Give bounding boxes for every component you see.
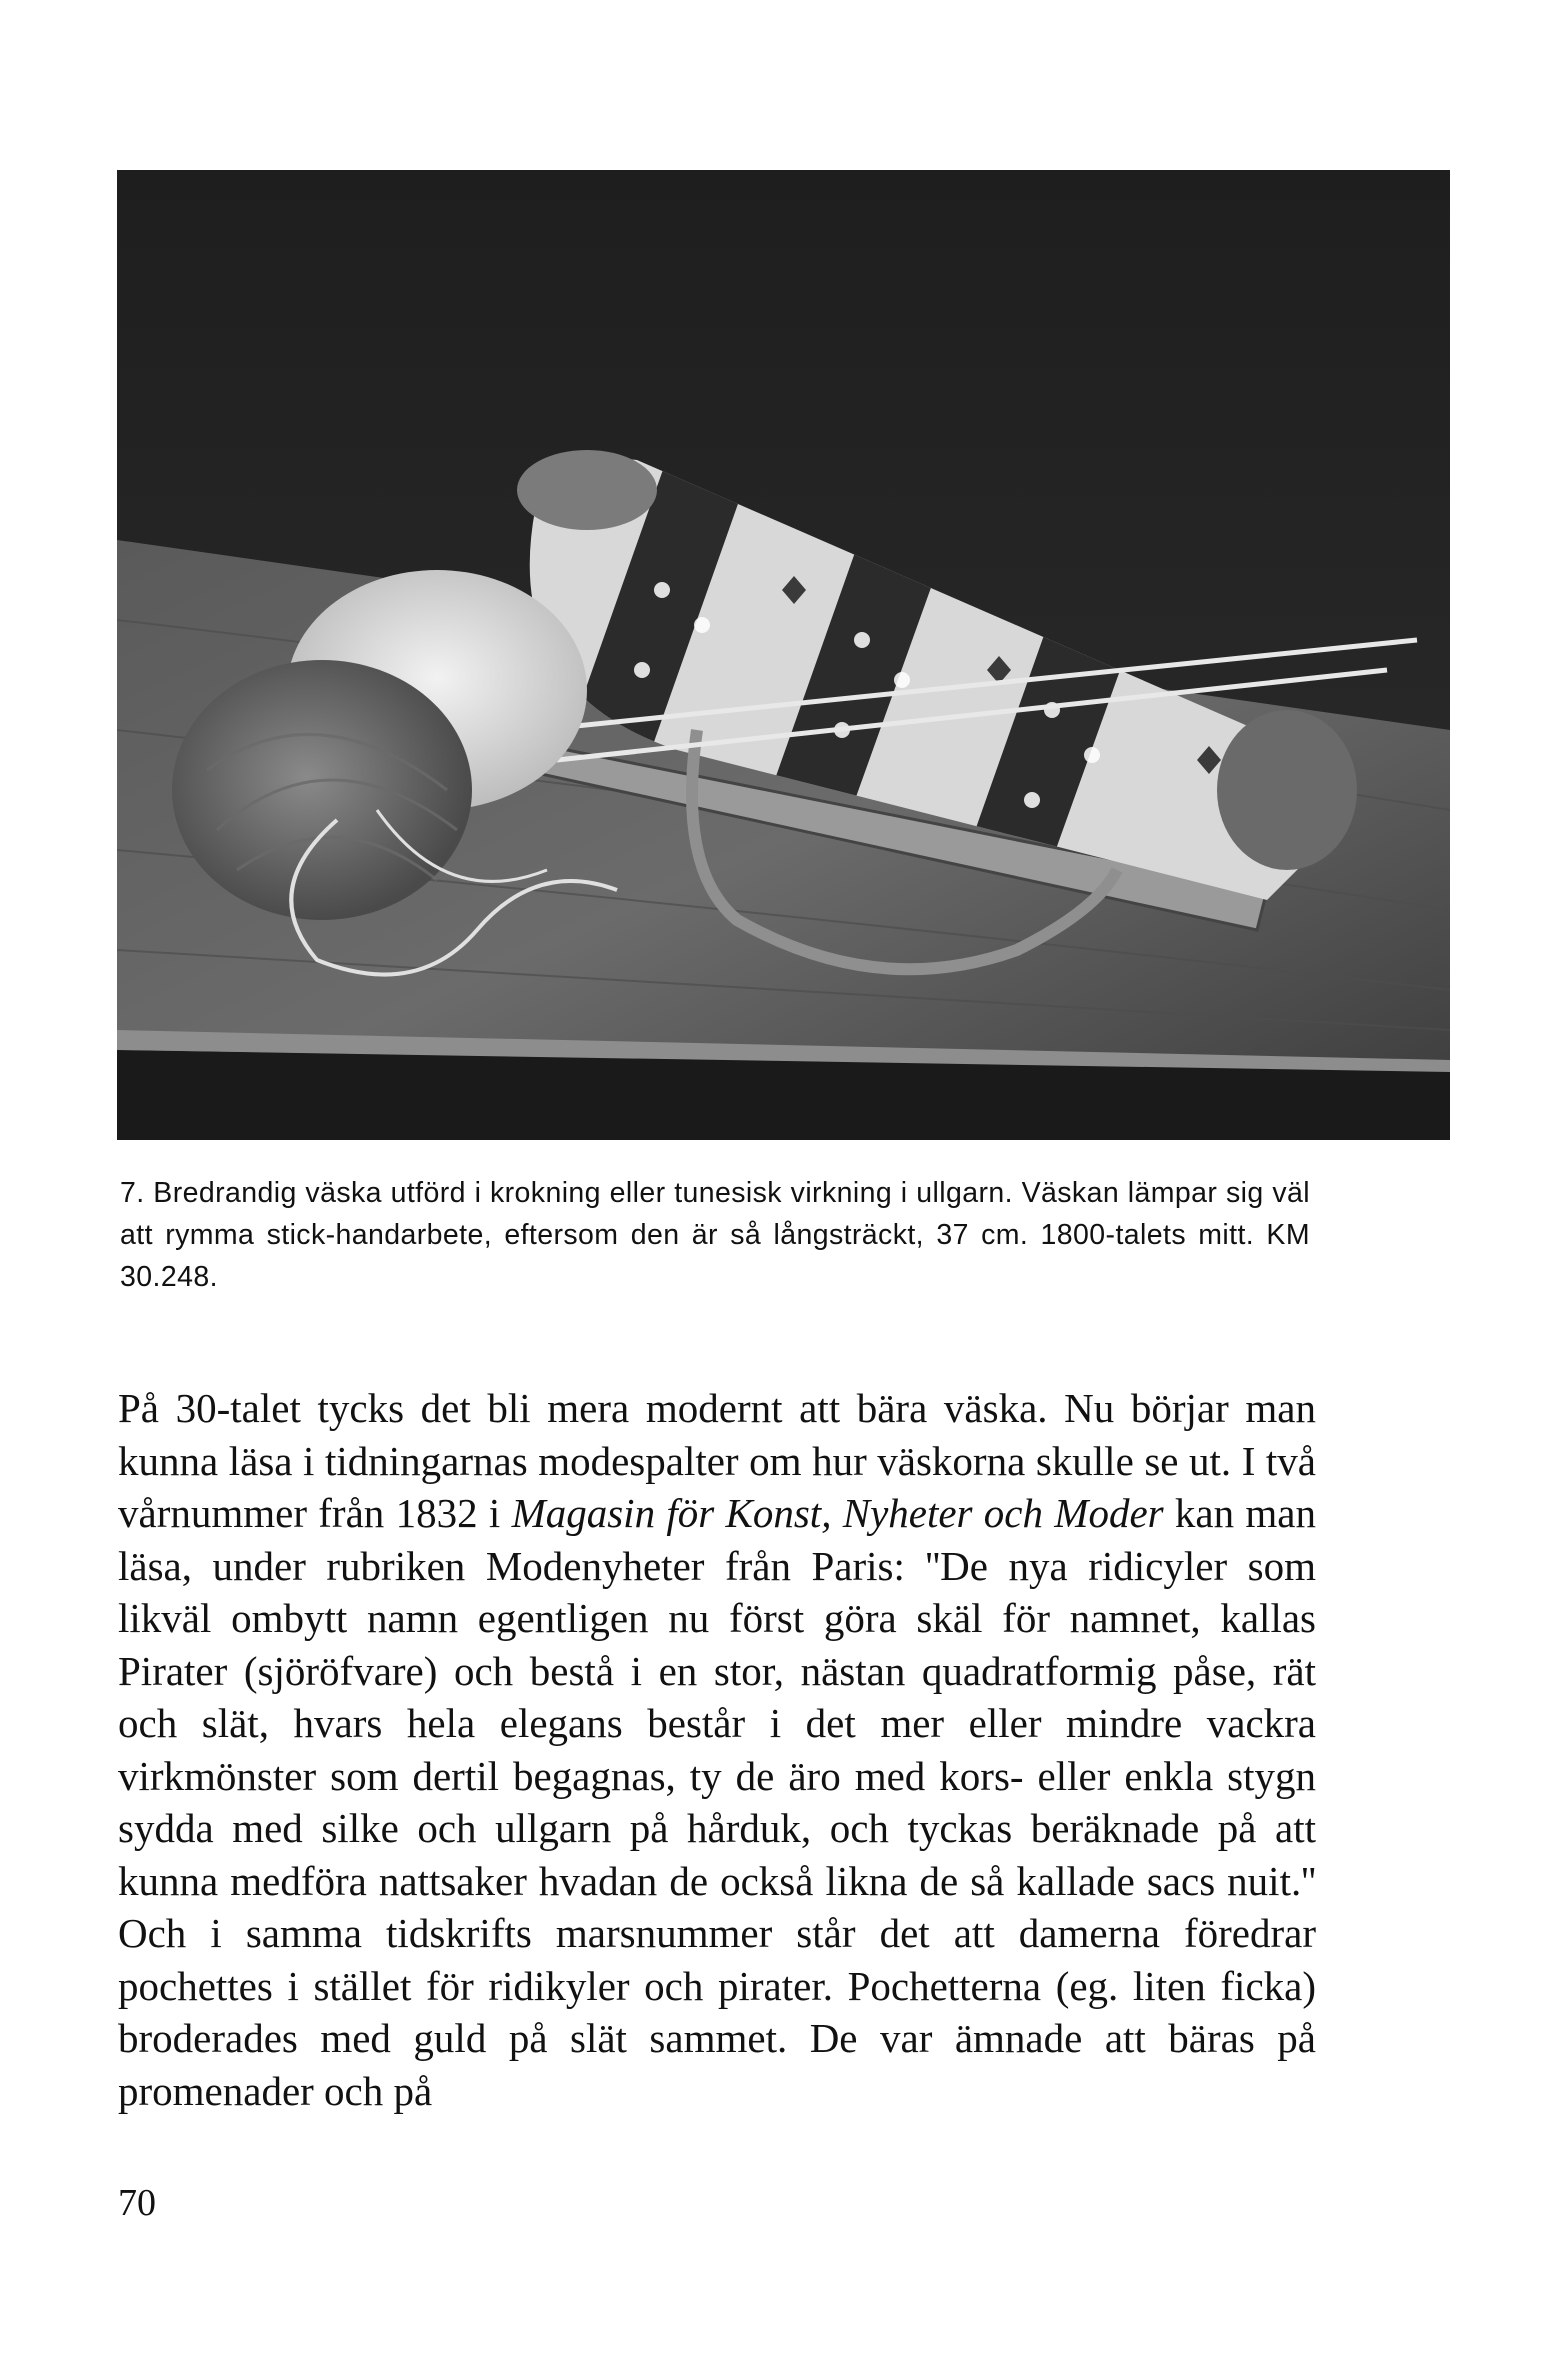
body-text-2: kan man läsa, under rubriken Modenyheter från Paris: ''De nya ridicyler som likväl ombytt namn egentligen nu först göra skäl för namnet, kallas Pirater (sjöröfvare) och bestå i en stor, nästan quadratformig påse, rät och slät, hvars hela elegans består i det mer eller mindre vackra virkmönster som dertil begagnas, ty de äro med kors- eller enkla stygn sydda med silke och ullgarn på hårduk, och tyckas beräknade på att kunna medföra nattsaker hvadan de också likna de så kallade sacs nuit.'' Och i samma tidskrifts marsnummer står det att damerna föredrar pochettes i stället för ridikyler och pirater. Pochetterna (eg. liten ficka) broderades med guld på slät sammet. De var ämnade att bäras på promenader och på (118, 1490, 1316, 2114)
magazine-title: Magasin för Konst, Nyheter och Moder (511, 1490, 1164, 1536)
figure-photo (117, 170, 1450, 1140)
body-text-1: På 30-talet tycks det bli mera modernt att bära väska. Nu börjar man kunna läsa i tidningarnas modespalter om hur väskorna skulle se ut. I två vårnummer från 1832 i (118, 1385, 1316, 1536)
figure-caption: 7. Bredrandig väska utförd i krokning eller tunesisk virkning i ullgarn. Väskan lämpar sig väl att rymma stick-handarbete, eftersom den är så långsträckt, 37 cm. 1800-talets mitt. KM 30.248. (120, 1177, 1310, 1293)
page-number: 70 (118, 2182, 156, 2224)
bag-photograph (117, 170, 1450, 1140)
body-paragraph (118, 1382, 1316, 2117)
